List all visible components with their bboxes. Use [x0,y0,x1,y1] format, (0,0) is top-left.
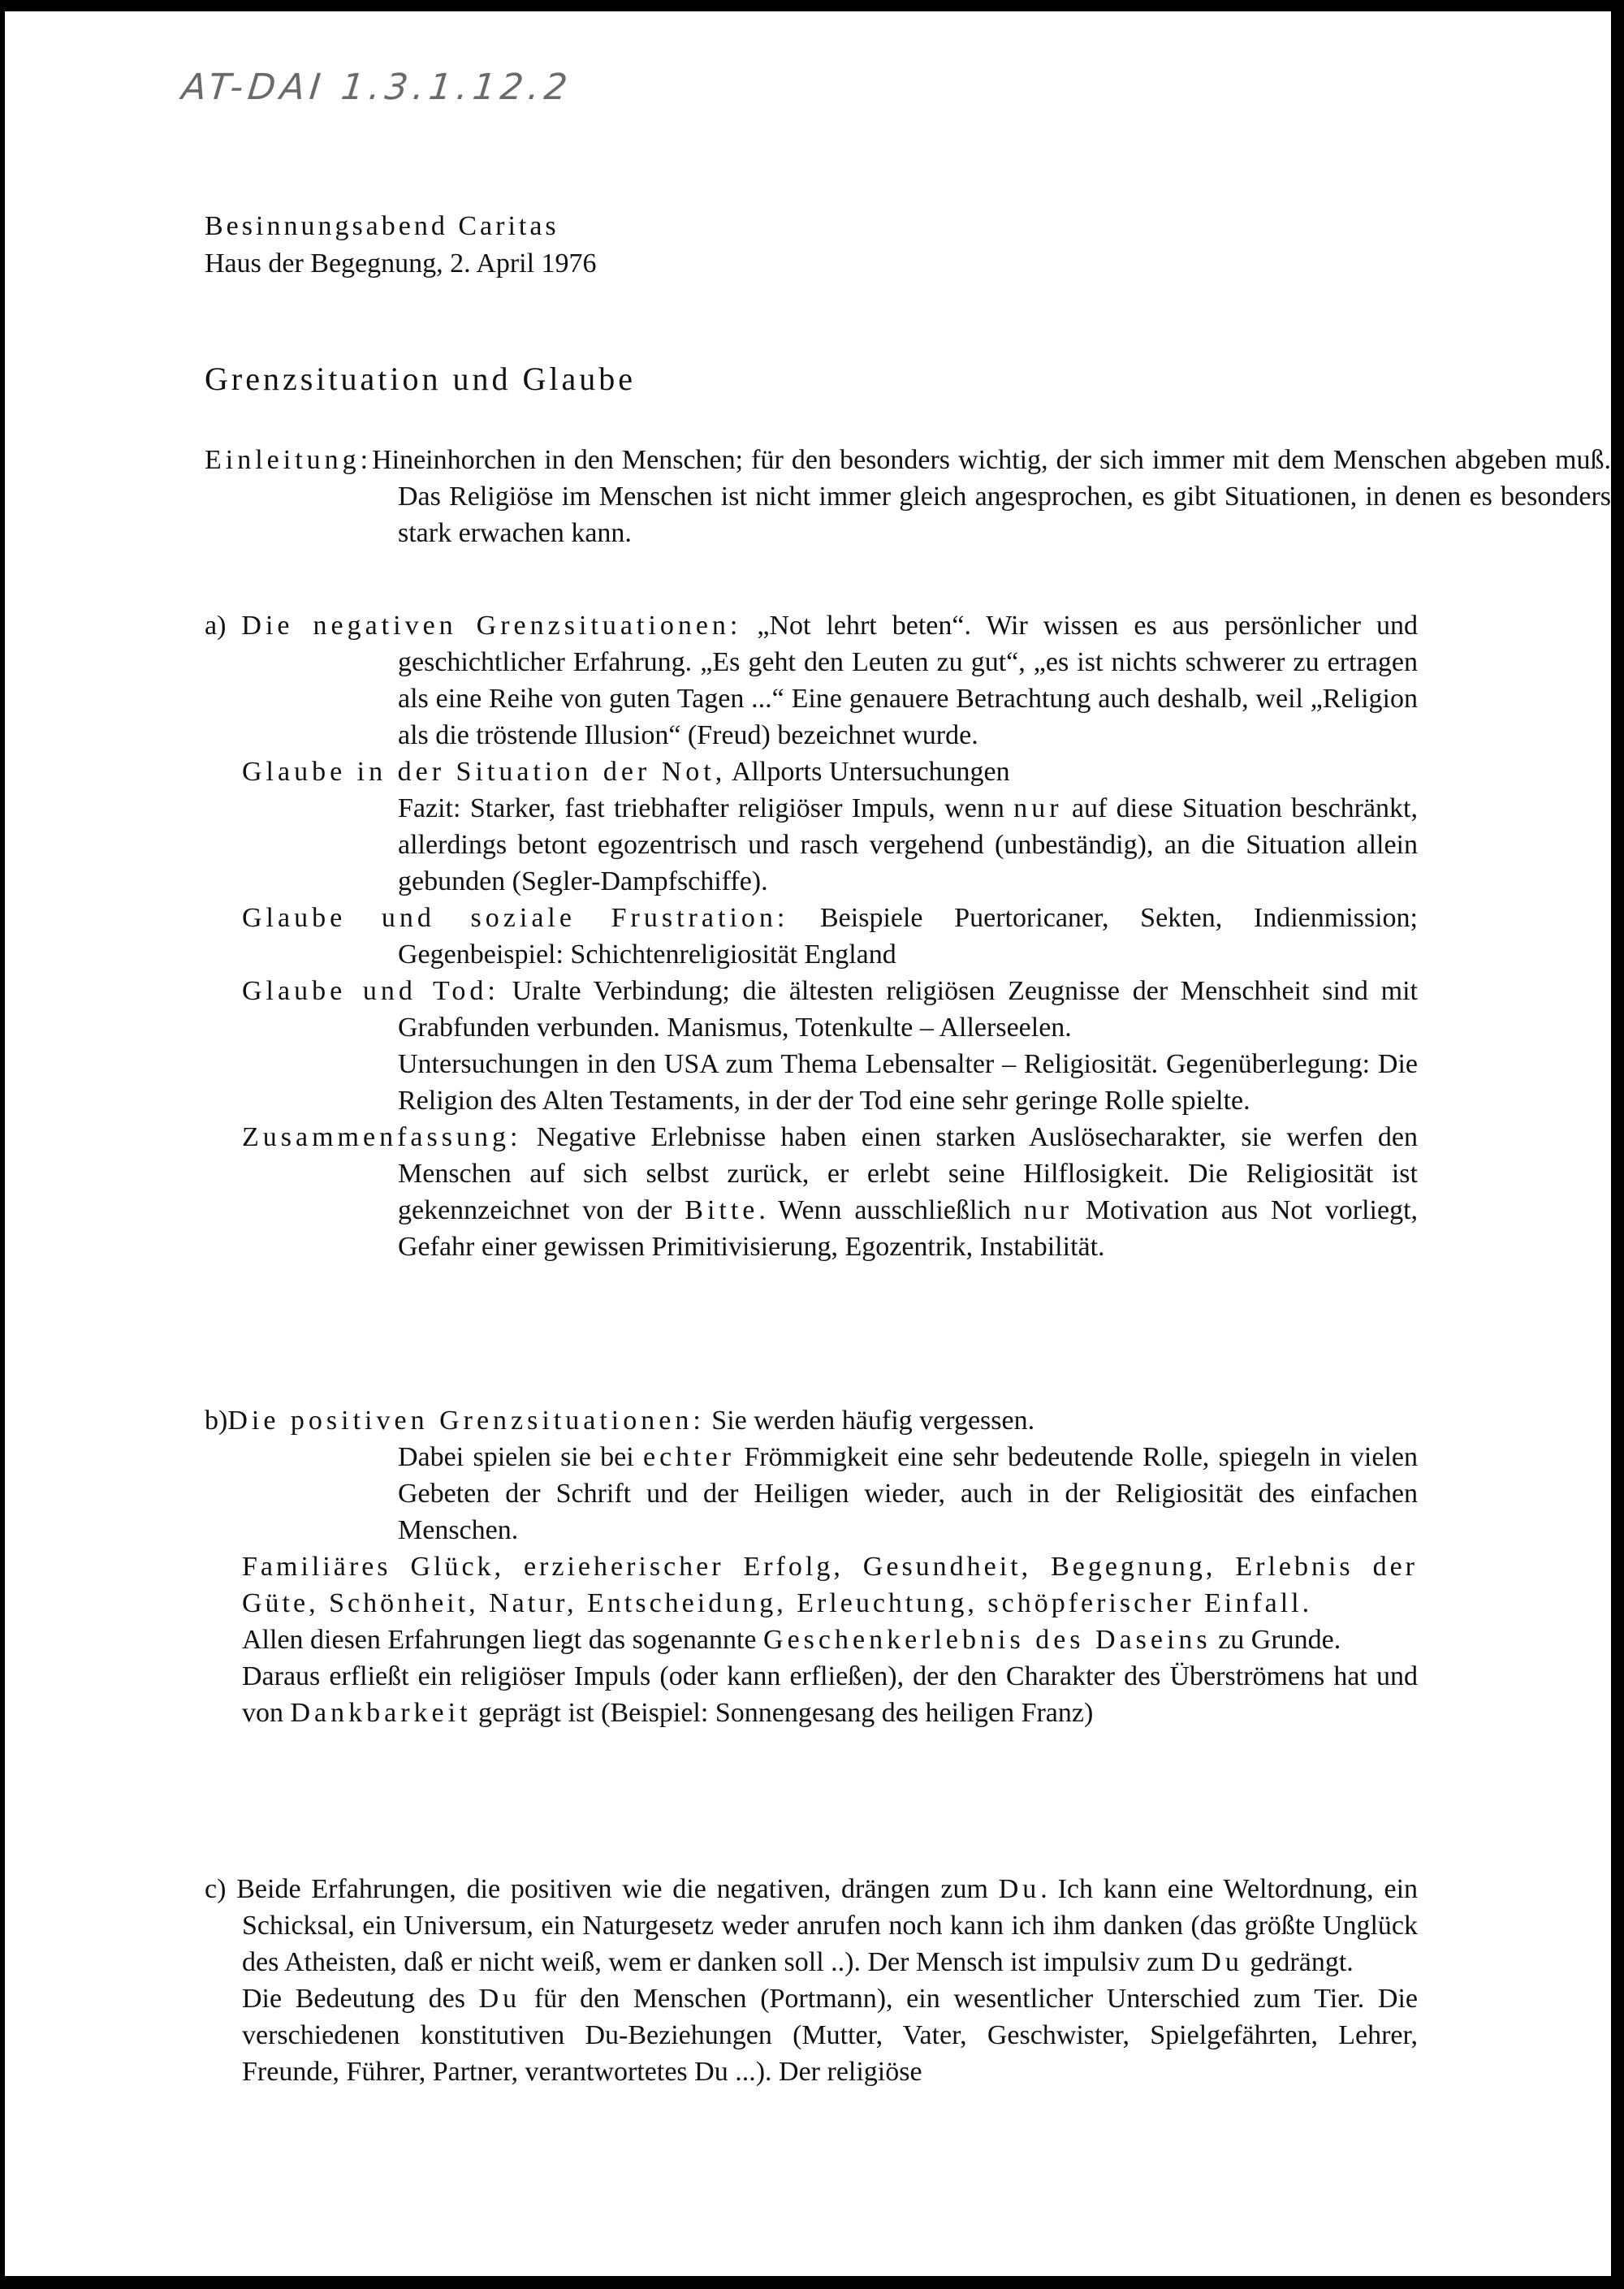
summary-text-mid: . Wenn ausschließlich [758,1195,1011,1225]
archive-signature: AT-DAI 1.3.1.12.2 [179,67,574,108]
section-b-intro [205,1402,1418,1439]
section-b [205,1402,1418,1731]
section-b-p1-text: Dabei spielen sie bei [398,1442,634,1472]
section-c-marker: c) [205,1874,227,1904]
page-title: Grenzsituation und Glaube [205,361,636,397]
section-b-p3-text-end: geprägt ist (Beispiel: Sonnengesang des heiligen Franz) [478,1698,1094,1728]
subsection-frustration [205,900,1418,973]
section-b-p3-text: Daraus erfließt ein religiöser Impuls (oder kann erfließen), der den Charakter des Überströmens hat und von [242,1661,1418,1728]
event-title: Besinnungsabend Caritas [205,211,559,241]
section-b-p1-emphasis: echter [642,1442,736,1472]
section-c-p1-text: Beide Erfahrungen, die positiven wie die negativen, drängen zum [236,1874,988,1904]
summary-text-end: Motivation aus Not vorliegt, Gefahr einer gewissen Primitivisierung, Egozentrik, Instabilität. [398,1195,1419,1262]
section-a-marker: a) [205,611,227,641]
section-c-p1-text-mid: . Ich kann eine Weltordnung, ein Schicksal, ein Universum, ein Naturgesetz weder anrufen noch kann ich ihm danken (das größte Unglück des Atheisten, daß er nicht weiß, wem er danken soll ..). Der Mensch ist impulsiv zum [242,1874,1419,1977]
fazit-text: Fazit: Starker, fast triebhafter religiöser Impuls, wenn [398,793,1004,823]
subsection-not-text: Allports Untersuchungen [731,757,1010,787]
summary-text: Negative Erlebnisse haben einen starken Auslösecharakter, sie werfen den Menschen auf sich selbst zurück, er erlebt seine Hilflosigkeit. Die Religiosität ist gekennzeichnet von der [398,1122,1418,1225]
section-c [205,1871,1418,2090]
section-b-list: Familiäres Glück, erzieherischer Erfolg, Gesundheit, Begegnung, Erlebnis der Güte, Schönheit, Natur, Entscheidung, Erleuchtung, schöpferischer Einfall. [242,1552,1418,1618]
summary-emphasis-nur: nur [1023,1195,1073,1225]
section-b-p2-emphasis: Geschenkerlebnis des Daseins [763,1625,1212,1655]
subsection-frustration-text: Beispiele Puertoricaner, Sekten, Indienmission; Gegenbeispiel: Schichtenreligiosität England [398,903,1418,970]
subsection-not [205,754,1418,790]
section-b-p2 [205,1622,1418,1658]
section-b-label: Die positiven Grenzsituationen: [227,1406,705,1436]
intro-paragraph [205,442,1611,551]
section-b-p2-text: Allen diesen Erfahrungen liegt das sogenannte [242,1625,757,1655]
section-c-p2-text: Die Bedeutung des [242,1984,465,2014]
subsection-not-label: Glaube in der Situation der Not, [242,757,727,787]
fazit-emphasis: nur [1013,793,1063,823]
fazit-text-end: auf diese Situation beschränkt, allerdings betont egozentrisch und rasch vergehend (unbeständig), an die Situation allein gebunden (Segler-Dampfschiffe). [398,793,1419,896]
section-a [205,607,1418,1265]
summary-emphasis-bitte: Bitte [685,1195,759,1225]
section-c-emphasis-du-2: Du [1201,1947,1243,1977]
section-a-intro [205,607,1418,754]
subsection-frustration-label: Glaube und soziale Frustration: [242,903,789,933]
section-b-marker: b) [205,1406,228,1436]
subsection-tod [205,973,1418,1046]
section-b-p3 [205,1658,1418,1731]
section-c-p1-text-end: gedrängt. [1250,1947,1354,1977]
section-c-p2-emphasis: Du [478,1984,521,2014]
section-c-p2-text-end: für den Menschen (Portmann), ein wesentlicher Unterschied zum Tier. Die verschiedenen konstitutiven Du-Beziehungen (Mutter, Vater, Geschwister, Spielgefährten, Lehrer, Freunde, Führer, Partner, verantwortetes Du ...). Der religiöse [242,1984,1419,2087]
section-b-p1 [205,1439,1418,1548]
section-c-p2 [205,1980,1418,2090]
section-b-p1-text-end: Frömmigkeit eine sehr bedeutende Rolle, spiegeln in vielen Gebeten der Schrift und der Heiligen wieder, auch in der Religiosität des einfachen Menschen. [398,1442,1419,1545]
document-page [5,11,1611,2276]
subsection-summary [205,1119,1418,1265]
intro-text: Hineinhorchen in den Menschen; für den besonders wichtig, der sich immer mit dem Menschen abgeben muß. Das Religiöse im Menschen ist nicht immer gleich angesprochen, es gibt Situationen, in denen es besonders stark erwachen kann. [372,445,1611,548]
section-b-p3-emphasis: Dankbarkeit [290,1698,472,1728]
section-c-emphasis-du: Du [998,1874,1041,1904]
section-a-text: „Not lehrt beten“. Wir wissen es aus persönlicher und geschichtlicher Erfahrung. „Es geht den Leuten zu gut“, „es ist nichts schwerer zu ertragen als eine Reihe von guten Tagen ...“ Eine genauere Betrachtung auch deshalb, weil „Religion als die tröstende Illusion“ (Freud) bezeichnet wurde. [398,611,1419,750]
subsection-tod-label: Glaube und Tod: [242,976,499,1006]
event-venue-date: Haus der Begegnung, 2. April 1976 [205,248,597,279]
subsection-tod-text: Uralte Verbindung; die ältesten religiösen Zeugnisse der Menschheit sind mit Grabfunden verbunden. Manismus, Totenkulte – Allerseelen. [398,976,1418,1043]
fazit-paragraph [205,790,1418,900]
intro-label: Einleitung: [205,445,373,475]
summary-label: Zusammenfassung: [242,1122,522,1152]
section-a-label: Die negativen Grenzsituationen: [241,611,742,641]
subsection-tod-text2: Untersuchungen in den USA zum Thema Lebensalter – Religiosität. Gegenüberlegung: Die Religion des Alten Testaments, in der der Tod eine sehr geringe Rolle spielte. [398,1049,1418,1116]
section-c-p1 [205,1871,1418,1980]
section-b-p2-text-end: zu Grunde. [1218,1625,1341,1655]
section-b-text: Sie werden häufig vergessen. [711,1406,1035,1436]
